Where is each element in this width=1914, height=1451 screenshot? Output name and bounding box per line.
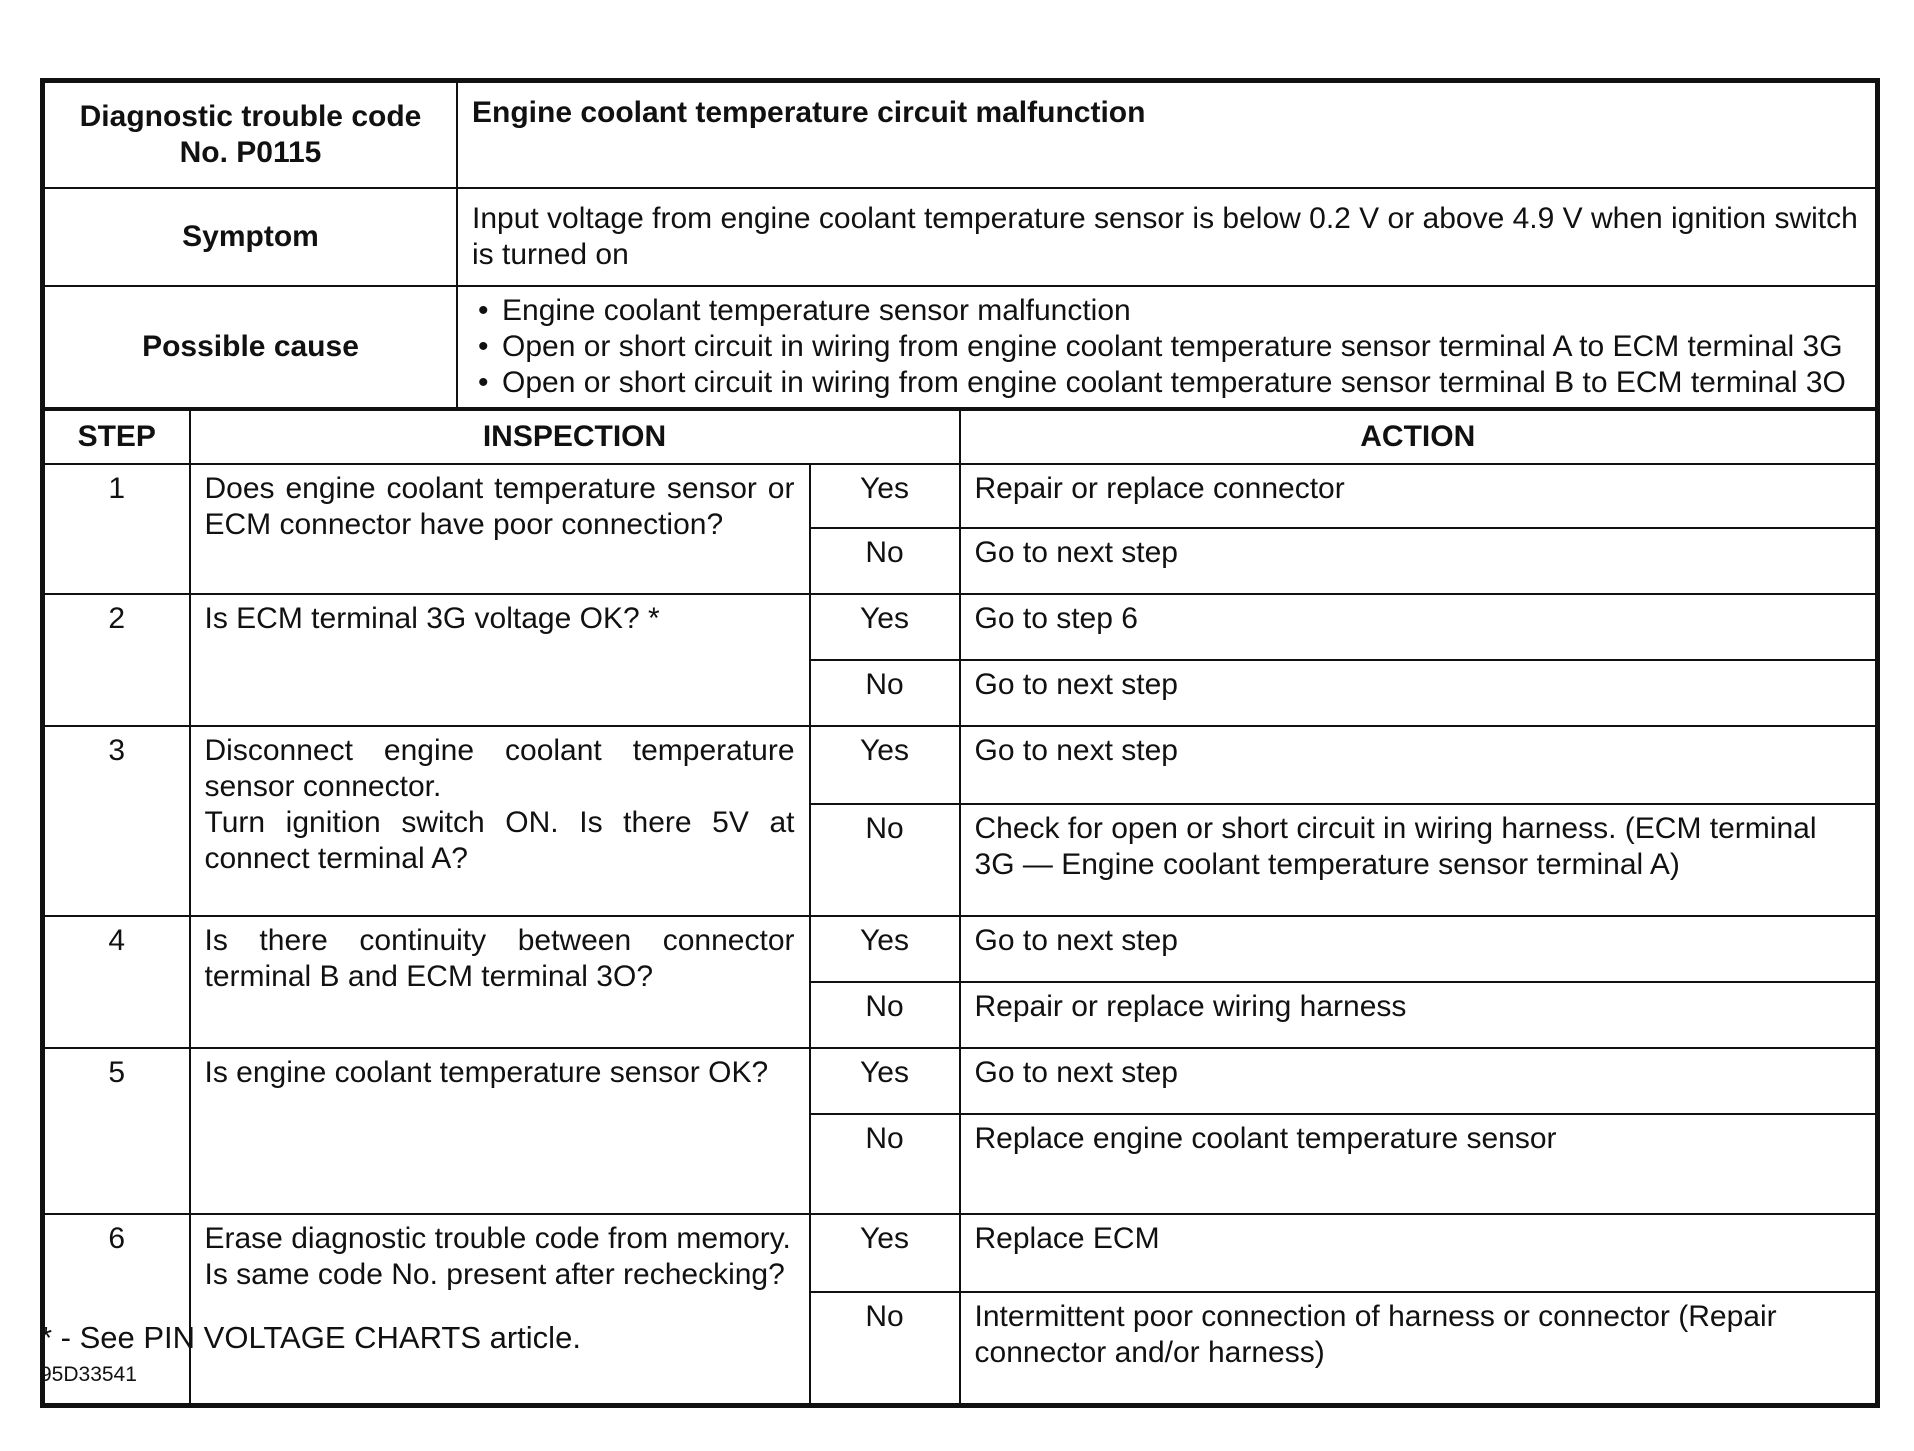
step-number: 6 bbox=[43, 1214, 190, 1406]
step-row bbox=[43, 1214, 1878, 1292]
step-row bbox=[43, 916, 1878, 982]
step-inspection: Is there continuity between connector terminal B and ECM terminal 3O? bbox=[190, 916, 810, 1048]
yes-label: Yes bbox=[810, 1048, 960, 1114]
yes-label: Yes bbox=[810, 916, 960, 982]
step-inspection: Erase diagnostic trouble code from memory. Is same code No. present after rechecking? bbox=[190, 1214, 810, 1406]
step-row bbox=[43, 594, 1878, 660]
no-label: No bbox=[810, 982, 960, 1048]
column-header-step: STEP bbox=[43, 410, 190, 464]
no-action: Go to next step bbox=[960, 528, 1878, 594]
cause-item: • Engine coolant temperature sensor malfunction bbox=[472, 293, 1861, 329]
yes-action: Go to next step bbox=[960, 1048, 1878, 1114]
step-inspection: Is ECM terminal 3G voltage OK? * bbox=[190, 594, 810, 726]
no-label: No bbox=[810, 528, 960, 594]
column-header-inspection: INSPECTION bbox=[190, 410, 960, 464]
step-number: 2 bbox=[43, 594, 190, 726]
dtc-row bbox=[43, 81, 1878, 189]
step-inspection: Is engine coolant temperature sensor OK? bbox=[190, 1048, 810, 1214]
step-inspection: Disconnect engine coolant temperature sensor connector. Turn ignition switch ON. Is there 5V at connect terminal A? bbox=[190, 726, 810, 916]
yes-label: Yes bbox=[810, 464, 960, 528]
cause-cell bbox=[457, 286, 1878, 408]
step-number: 5 bbox=[43, 1048, 190, 1214]
dtc-label: Diagnostic trouble code No. P0115 bbox=[43, 81, 458, 189]
step-row bbox=[43, 1048, 1878, 1114]
cause-item: • Open or short circuit in wiring from engine coolant temperature sensor terminal A to ECM terminal 3G bbox=[472, 329, 1861, 365]
symptom-text: Input voltage from engine coolant temperature sensor is below 0.2 V or above 4.9 V when ignition switch is turned on bbox=[457, 188, 1878, 286]
cause-item: • Open or short circuit in wiring from engine coolant temperature sensor terminal B to ECM terminal 3O bbox=[472, 365, 1861, 401]
symptom-row bbox=[43, 188, 1878, 286]
dtc-header-table bbox=[40, 78, 1880, 409]
yes-action: Go to step 6 bbox=[960, 594, 1878, 660]
symptom-label: Symptom bbox=[43, 188, 458, 286]
steps-header-row bbox=[43, 410, 1878, 464]
step-number: 3 bbox=[43, 726, 190, 916]
yes-action: Go to next step bbox=[960, 916, 1878, 982]
step-number: 4 bbox=[43, 916, 190, 1048]
no-label: No bbox=[810, 1114, 960, 1214]
step-row bbox=[43, 726, 1878, 804]
yes-action: Repair or replace connector bbox=[960, 464, 1878, 528]
step-row bbox=[43, 464, 1878, 528]
dtc-title: Engine coolant temperature circuit malfunction bbox=[457, 81, 1878, 189]
yes-label: Yes bbox=[810, 594, 960, 660]
steps-table bbox=[40, 409, 1880, 1408]
no-label: No bbox=[810, 660, 960, 726]
no-action: Go to next step bbox=[960, 660, 1878, 726]
yes-label: Yes bbox=[810, 726, 960, 804]
footnote: * - See PIN VOLTAGE CHARTS article. bbox=[40, 1320, 581, 1355]
cause-list bbox=[472, 293, 1861, 401]
yes-action: Go to next step bbox=[960, 726, 1878, 804]
cause-label: Possible cause bbox=[43, 286, 458, 408]
no-label: No bbox=[810, 804, 960, 916]
no-action: Repair or replace wiring harness bbox=[960, 982, 1878, 1048]
no-label: No bbox=[810, 1292, 960, 1406]
step-number: 1 bbox=[43, 464, 190, 594]
no-action: Check for open or short circuit in wiring harness. (ECM terminal 3G — Engine coolant temperature sensor terminal A) bbox=[960, 804, 1878, 916]
yes-label: Yes bbox=[810, 1214, 960, 1292]
column-header-action: ACTION bbox=[960, 410, 1878, 464]
figure-code: 95D33541 bbox=[40, 1363, 137, 1386]
yes-action: Replace ECM bbox=[960, 1214, 1878, 1292]
cause-row bbox=[43, 286, 1878, 408]
step-inspection: Does engine coolant temperature sensor or ECM connector have poor connection? bbox=[190, 464, 810, 594]
no-action: Intermittent poor connection of harness or connector (Repair connector and/or harness) bbox=[960, 1292, 1878, 1406]
diagnostic-sheet bbox=[40, 78, 1880, 1408]
no-action: Replace engine coolant temperature sensor bbox=[960, 1114, 1878, 1214]
